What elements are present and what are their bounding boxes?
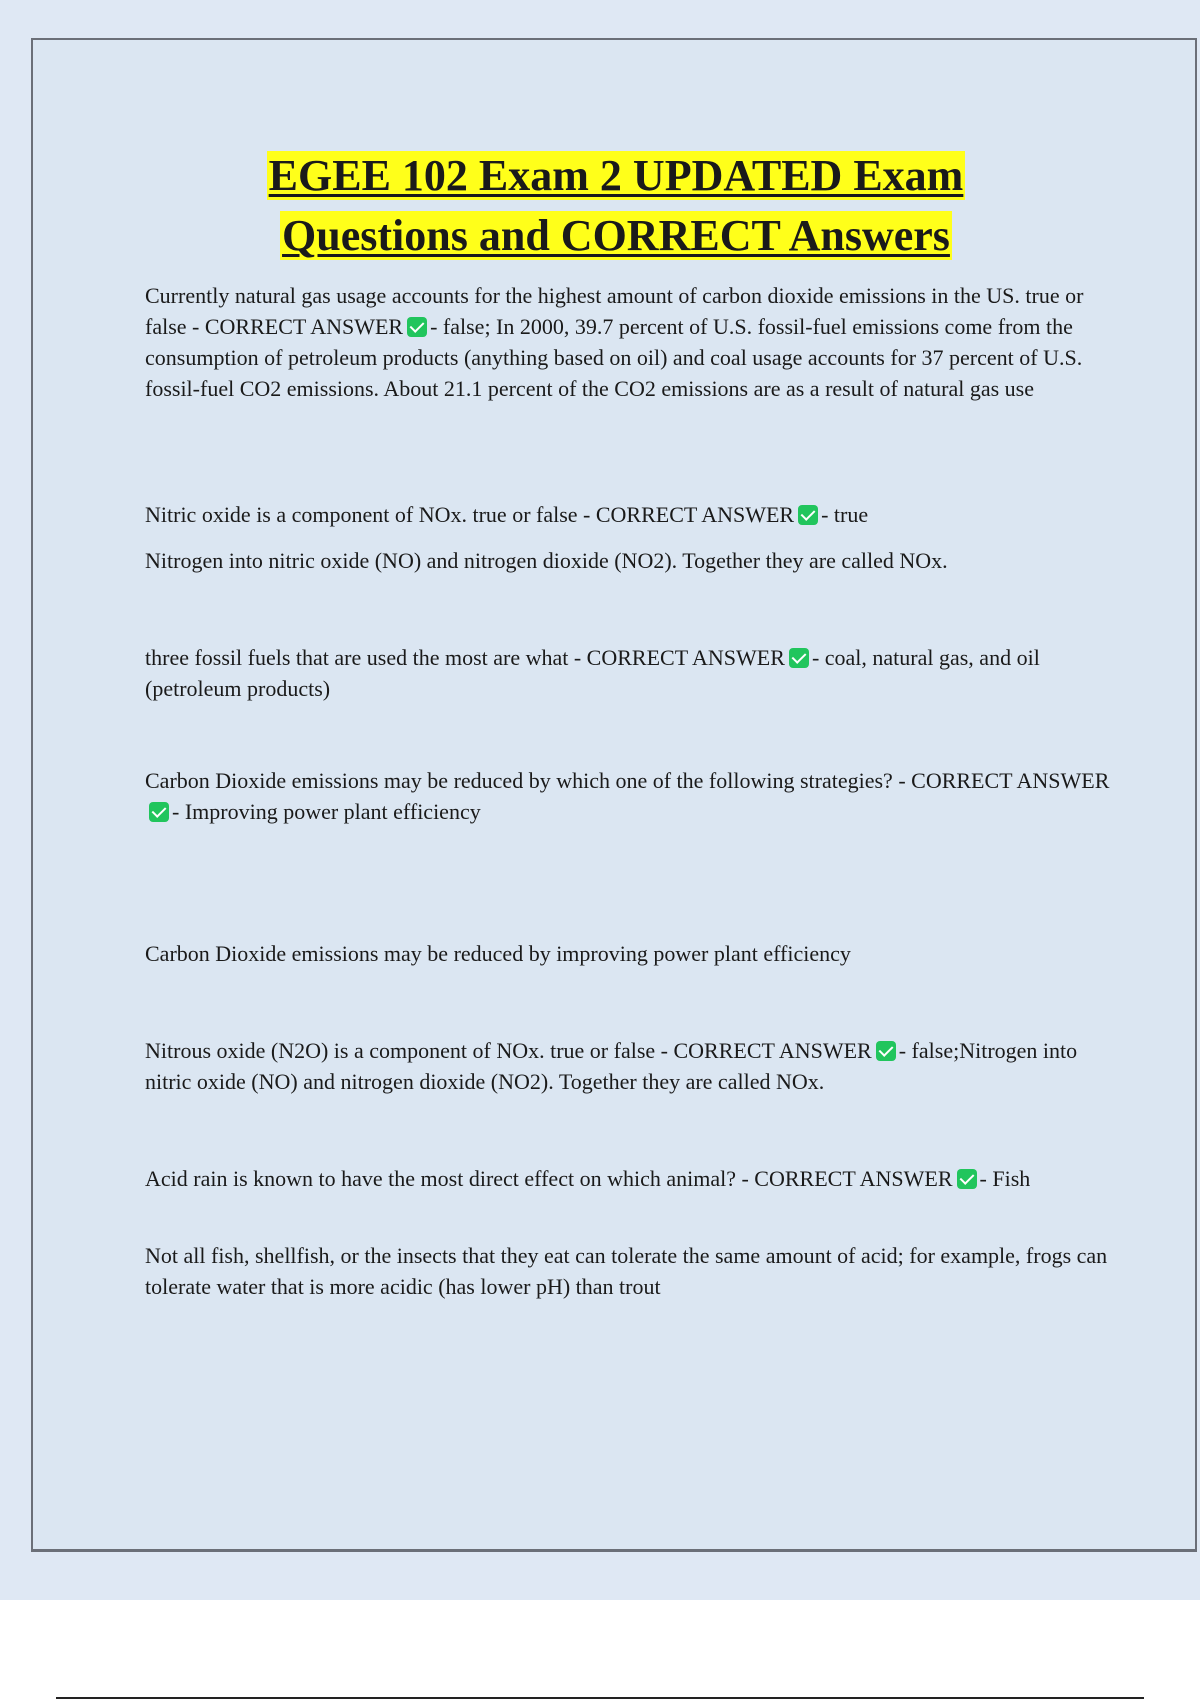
qa-item (145, 1163, 1125, 1194)
question-text: three fossil fuels that are used the most are what - CORRECT ANSWER (145, 645, 785, 670)
answer-text: - Fish (979, 1166, 1031, 1191)
qa-item (145, 499, 1125, 530)
title-line-1: EGEE 102 Exam 2 UPDATED Exam (268, 151, 964, 200)
question-text: Acid rain is known to have the most direct effect on which animal? - CORRECT ANSWER (145, 1166, 953, 1191)
question-text: Nitrous oxide (N2O) is a component of NOx. true or false - CORRECT ANSWER (145, 1038, 872, 1063)
title-line-2: Questions and CORRECT Answers (282, 211, 950, 260)
qa-item (145, 765, 1125, 827)
qa-item (145, 1035, 1125, 1097)
answer-text: - true (821, 502, 869, 527)
answer-text: - false; In 2000, 39.7 percent of U.S. fossil-fuel emissions come from the consumption of petroleum products (anything based on oil) and coal usage accounts for 37 percent of U.S. fossil-fuel CO2 emissions. About 21.1 percent of the CO2 emissions are as a result of natural gas use (145, 314, 1083, 401)
check-icon (407, 317, 427, 337)
footer-divider (56, 1697, 1144, 1699)
qa-item (145, 642, 1125, 704)
check-icon (957, 1169, 977, 1189)
check-icon (876, 1041, 896, 1061)
question-text: Carbon Dioxide emissions may be reduced by which one of the following strategies? - CORRECT ANSWER (145, 768, 1110, 793)
document-page (31, 38, 1197, 1552)
qa-item (145, 280, 1125, 404)
explanation-note (145, 938, 1125, 969)
explanation-note (145, 1240, 1125, 1302)
note-text: Nitrogen into nitric oxide (NO) and nitrogen dioxide (NO2). Together they are called NOx. (145, 548, 948, 573)
answer-text: - coal, natural gas, and oil (petroleum products) (145, 645, 1040, 701)
document-title (33, 146, 1199, 266)
note-text: Carbon Dioxide emissions may be reduced by improving power plant efficiency (145, 941, 851, 966)
answer-text: - false;Nitrogen into nitric oxide (NO) and nitrogen dioxide (NO2). Together they are called NOx. (145, 1038, 1078, 1094)
question-text: Nitric oxide is a component of NOx. true or false - CORRECT ANSWER (145, 502, 795, 527)
check-icon (798, 505, 818, 525)
question-text: Currently natural gas usage accounts for the highest amount of carbon dioxide emissions in the US. true or false - CORRECT ANSWER (145, 283, 1084, 339)
check-icon (789, 648, 809, 668)
explanation-note (145, 545, 1125, 576)
answer-text: - Improving power plant efficiency (172, 799, 481, 824)
check-icon (149, 802, 169, 822)
note-text: Not all fish, shellfish, or the insects that they eat can tolerate the same amount of acid; for example, frogs can tolerate water that is more acidic (has lower pH) than trout (145, 1243, 1108, 1299)
